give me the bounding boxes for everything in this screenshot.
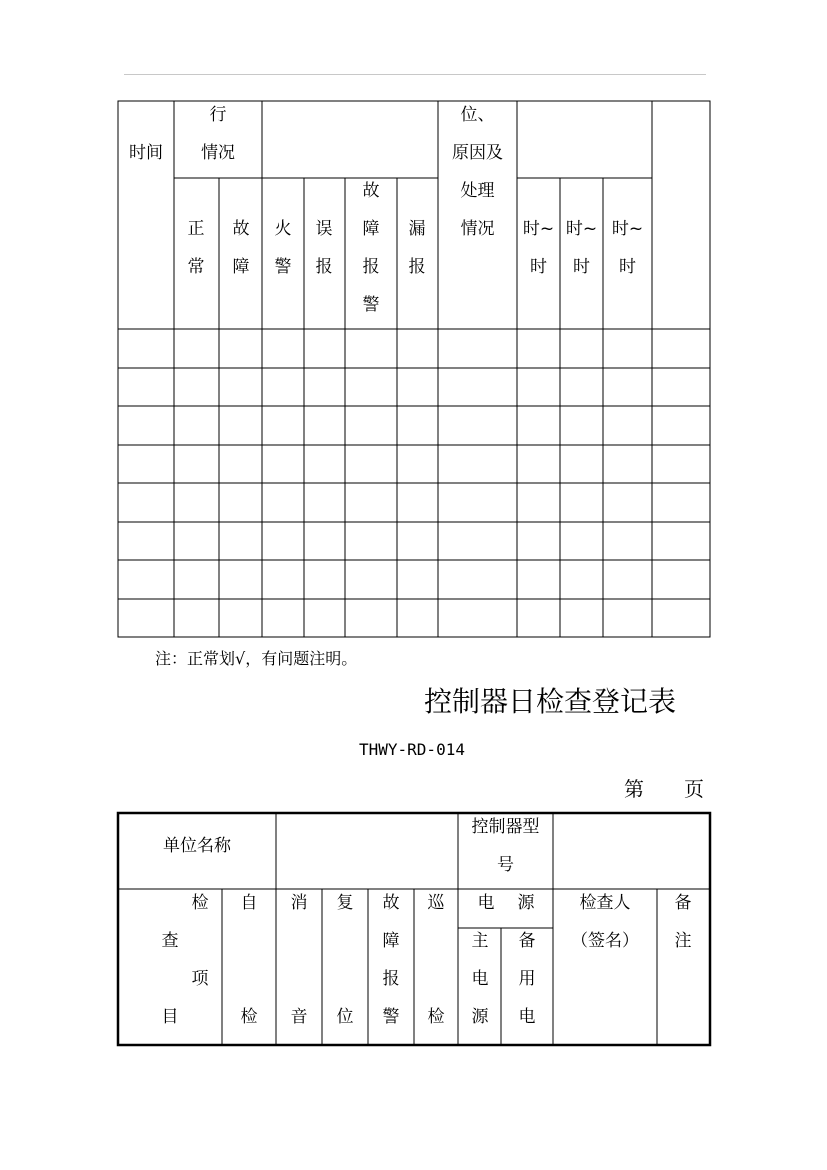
subheader-char: 时 [573, 257, 590, 277]
form-title: 控制器日检查登记表 [424, 685, 677, 718]
inspector-sign-label: （签名） [571, 931, 639, 951]
subheader-char: 报 [362, 257, 380, 277]
col-char: 备 [518, 931, 536, 951]
header-reason-line: 情况 [460, 219, 495, 239]
col-char: 注 [674, 931, 692, 951]
subheader-char: 时~ [611, 219, 644, 239]
col-char: 障 [382, 931, 400, 951]
subheader-char: 报 [408, 257, 426, 277]
subheader-char: 时 [530, 257, 547, 277]
page-suffix: 页 [684, 777, 704, 801]
col-char: 备 [674, 893, 692, 913]
subheader-char: 时~ [522, 219, 555, 239]
col-char: 警 [382, 1007, 400, 1027]
col-char: 位 [336, 1007, 354, 1027]
controller-model-value[interactable] [553, 827, 710, 865]
item-char: 查 [161, 931, 179, 951]
col-char: 自 [240, 893, 258, 913]
col-char: 源 [517, 893, 535, 913]
col-char: 电 [471, 969, 489, 989]
inspector-label: 检查人 [579, 893, 631, 913]
subheader-char: 障 [232, 257, 250, 277]
subheader-char: 时 [619, 257, 636, 277]
col-char: 消 [290, 893, 308, 913]
subheader-char: 障 [362, 219, 380, 239]
col-char: 检 [427, 1007, 445, 1027]
subheader-char: 报 [315, 257, 333, 277]
subheader-char: 正 [187, 219, 205, 239]
item-char: 检 [191, 893, 209, 913]
header-reason-line: 处理 [460, 181, 495, 201]
form-code: THWY-RD-014 [359, 740, 465, 759]
col-char: 复 [336, 893, 354, 913]
subheader-char: 火 [274, 219, 292, 239]
note-text: 注：正常划√，有问题注明。 [155, 649, 358, 668]
unit-name-label: 单位名称 [163, 836, 231, 856]
col-char: 巡 [427, 893, 445, 913]
col-char: 故 [382, 893, 400, 913]
col-char: 报 [382, 969, 400, 989]
unit-name-value[interactable] [276, 827, 458, 865]
subheader-char: 常 [187, 257, 205, 277]
subheader-char: 故 [232, 219, 250, 239]
header-run-bottom: 情况 [201, 143, 235, 163]
col-char: 音 [290, 1007, 308, 1027]
page-prefix: 第 [624, 777, 644, 801]
controller-model-label-2: 号 [497, 855, 514, 875]
item-char: 项 [191, 969, 209, 989]
subheader-char: 时~ [565, 219, 598, 239]
subheader-char: 故 [362, 181, 380, 201]
col-char: 主 [471, 931, 489, 951]
col-char: 电 [518, 1007, 536, 1027]
header-reason-line: 位、 [460, 105, 495, 125]
subheader-char: 误 [315, 219, 333, 239]
header-time: 时间 [129, 143, 163, 163]
col-char: 用 [518, 969, 536, 989]
subheader-char: 警 [274, 257, 292, 277]
header-reason-line: 原因及 [452, 143, 503, 163]
header-run-top: 行 [209, 105, 227, 125]
col-char: 源 [471, 1007, 489, 1027]
subheader-char: 漏 [408, 219, 426, 239]
col-char: 电 [477, 893, 495, 913]
item-char: 目 [161, 1007, 179, 1027]
controller-model-label-1: 控制器型 [471, 817, 540, 837]
subheader-char: 警 [362, 295, 380, 315]
col-char: 检 [240, 1007, 258, 1027]
